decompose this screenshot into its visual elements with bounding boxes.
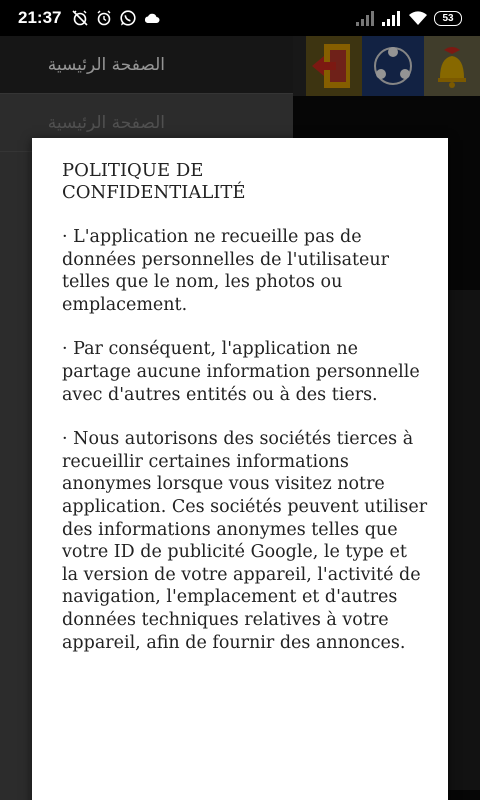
alarm-clock-icon bbox=[95, 9, 113, 27]
policy-paragraph: · Nous autorisons des sociétés tierces à recueillir certaines informations anonymes lorsque vous visitez notre application. Ces sociétés peuvent utiliser des informations anonymes telles que votre ID de publicité Google, le type et la version de votre appareil, l'activité de navigation, l'emplacement et d'autres données techniques relatives à votre appareil, afin de fournir des annonces. bbox=[62, 429, 428, 653]
status-bar bbox=[0, 0, 480, 36]
drawer-item-label: الصفحة الرئيسية bbox=[47, 112, 165, 133]
dialog-title: POLITIQUE DE CONFIDENTIALITÉ bbox=[62, 160, 246, 203]
wifi-icon bbox=[408, 10, 428, 26]
whatsapp-icon bbox=[119, 9, 137, 27]
privacy-policy-dialog bbox=[32, 138, 448, 800]
status-time: 21:37 bbox=[18, 8, 62, 27]
policy-paragraph: · Par conséquent, l'application ne partage aucune information personnelle avec d'autres entités ou à des tiers. bbox=[62, 339, 420, 405]
cloud-icon bbox=[143, 9, 161, 27]
policy-paragraph: · L'application ne recueille pas de données personnelles de l'utilisateur telles que le nom, les photos ou emplacement. bbox=[62, 227, 390, 315]
signal-weak-icon bbox=[356, 10, 376, 26]
status-right-icons bbox=[356, 10, 462, 26]
signal-strong-icon bbox=[382, 10, 402, 26]
status-left-icons bbox=[71, 9, 161, 27]
drawer-item-label: الصفحة الرئيسية bbox=[47, 54, 165, 75]
alarm-off-icon bbox=[71, 9, 89, 27]
battery-level: 53 bbox=[434, 11, 462, 26]
